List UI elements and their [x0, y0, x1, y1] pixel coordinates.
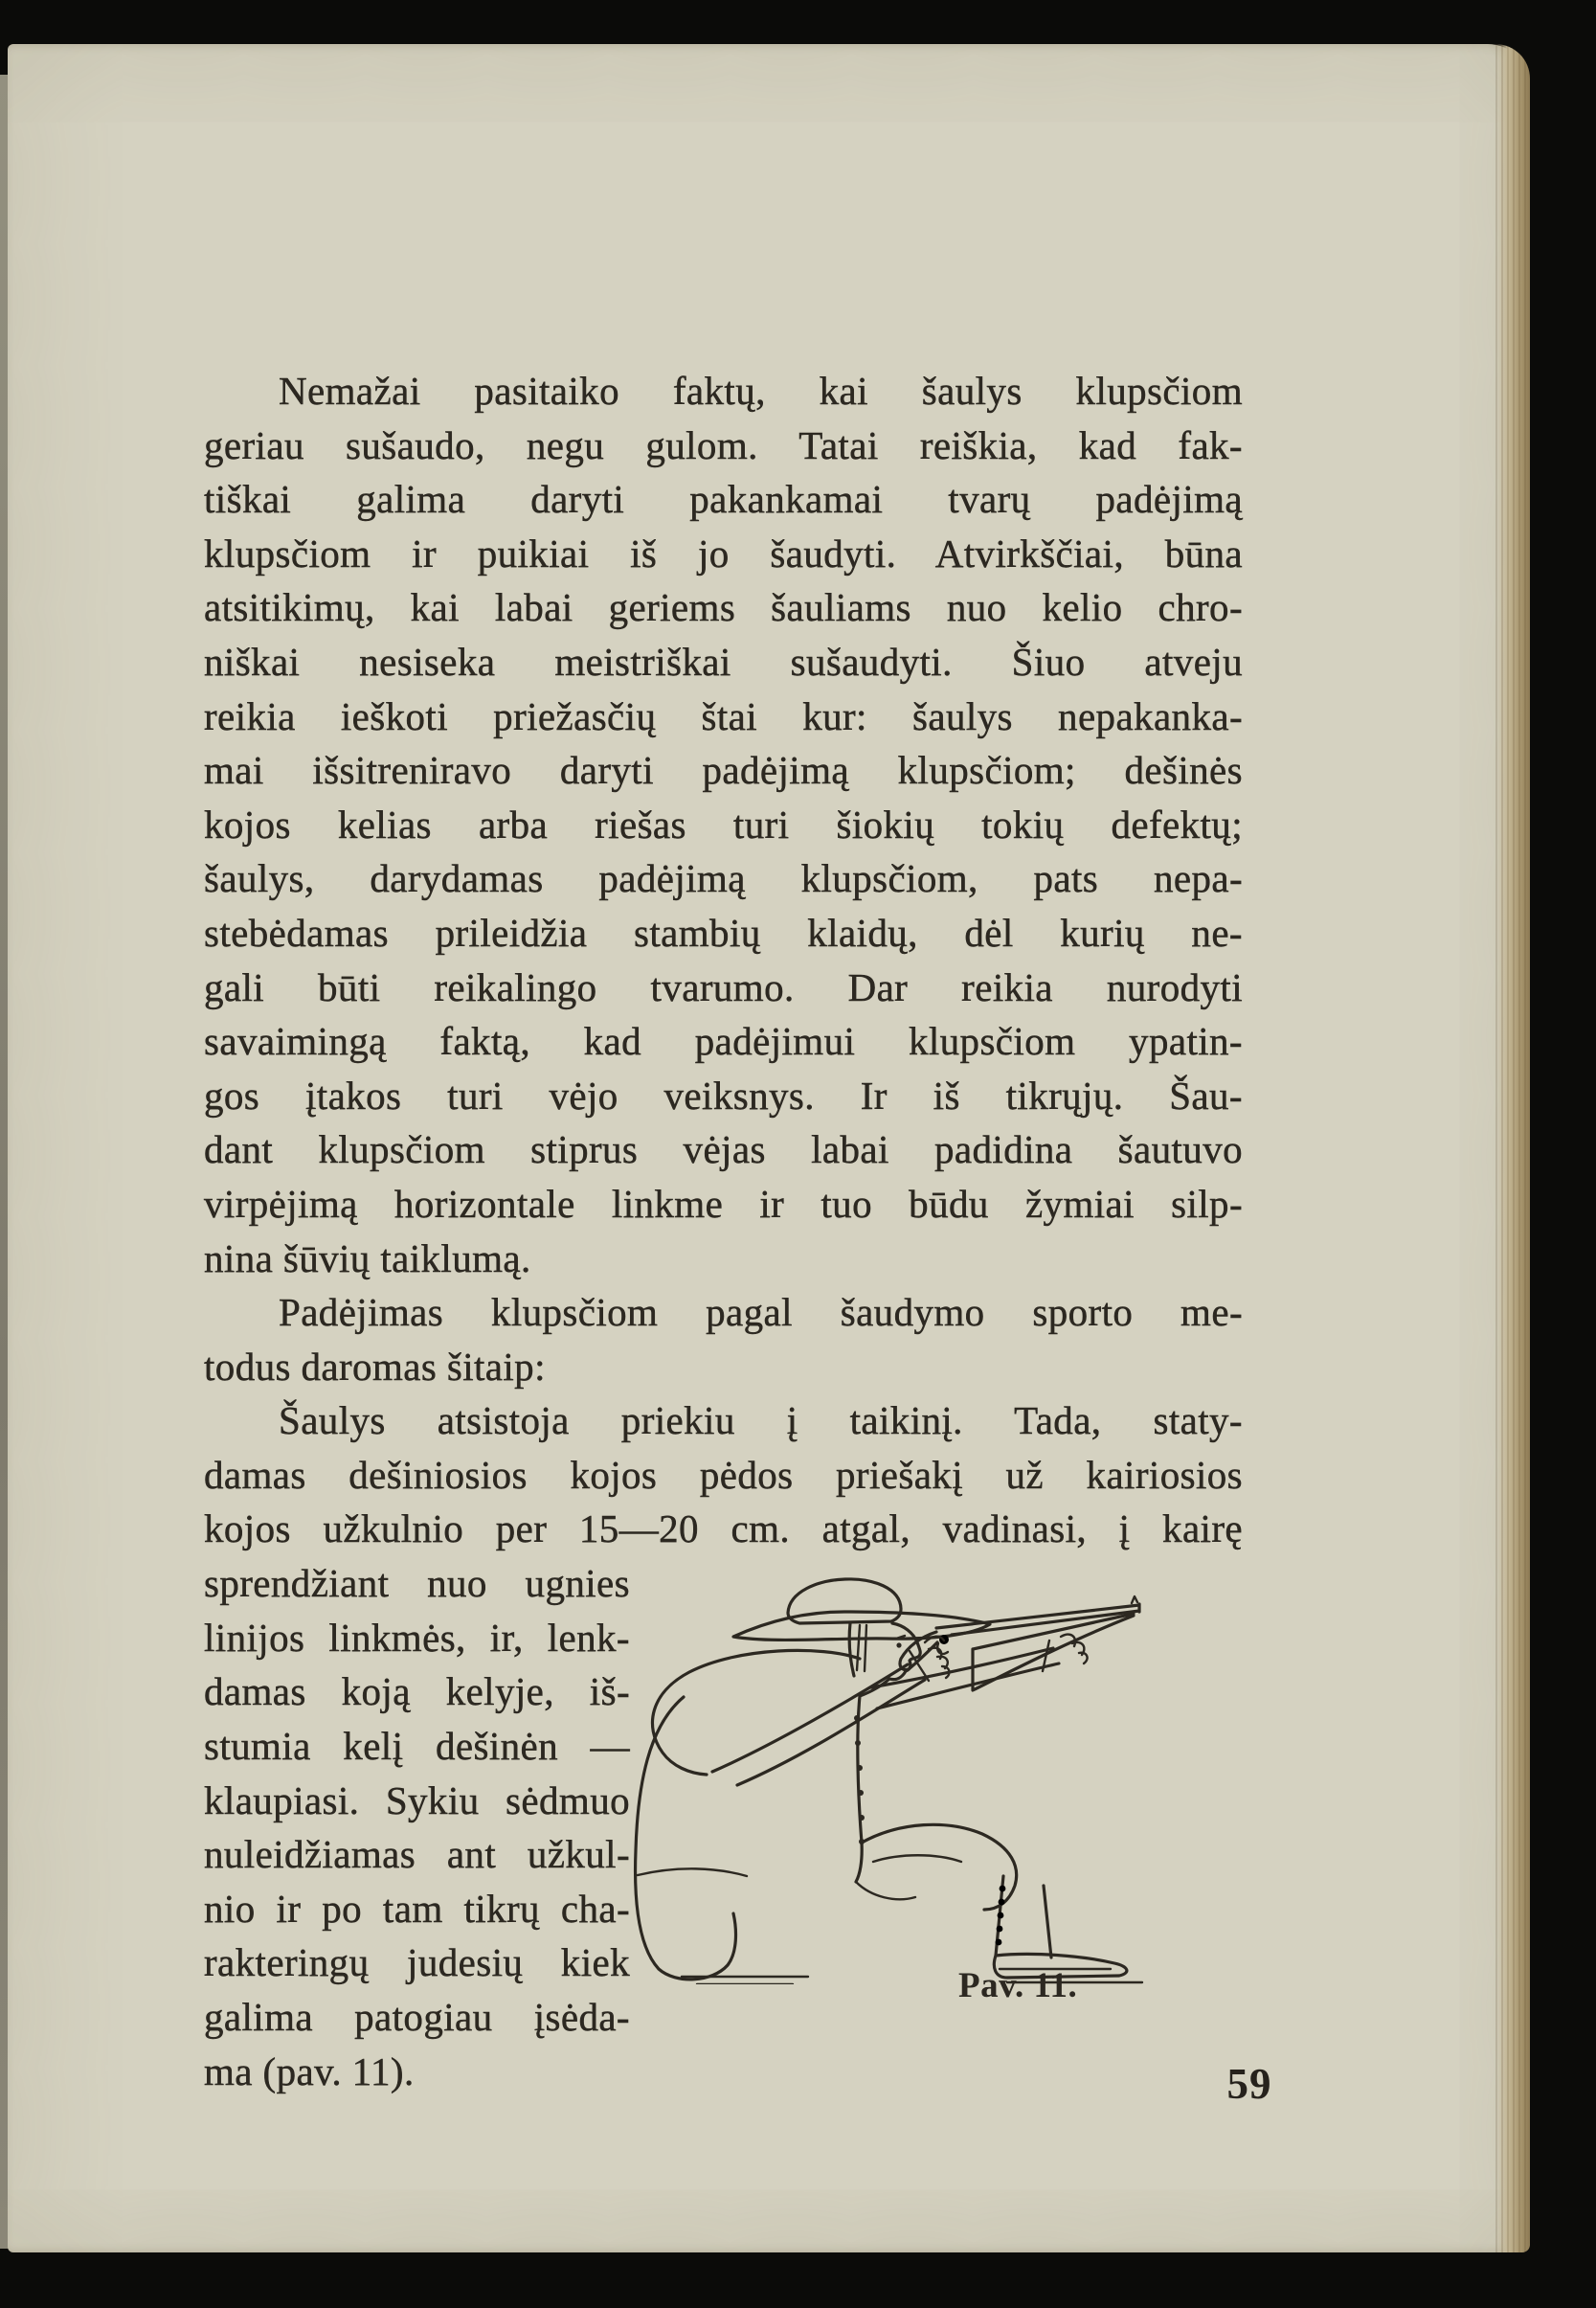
boot-lace-hook	[998, 1912, 1004, 1919]
jacket-front	[856, 1679, 889, 1882]
main-text-block	[204, 364, 1243, 1556]
chin-strap	[857, 1625, 866, 1671]
text-line: gali būti reikalingo tvarumo. Dar reikia nurodyti	[204, 964, 1243, 1009]
head-back	[849, 1623, 854, 1676]
text-line: kojos užkulnio per 15—20 cm. atgal, vadinasi, į kairę	[204, 1506, 1243, 1551]
text-line: nina šūvių taiklumą.	[204, 1235, 531, 1280]
leg-fold-crease	[638, 1868, 747, 1876]
text-line: tiškai galima daryti pakankamai tvarų padėjimą	[204, 477, 1243, 522]
boot-lace-hook	[1000, 1886, 1006, 1892]
button	[855, 1740, 861, 1746]
boot-lace-hook	[999, 1899, 1005, 1906]
hat-crown	[788, 1579, 901, 1623]
text-line: Šaulys atsistoja priekiu į taikinį. Tada, staty-	[279, 1398, 1243, 1443]
text-line: atsitikimų, kai labai geriems šauliams nuo kelio chro-	[204, 585, 1243, 630]
button	[858, 1790, 864, 1796]
boot-lace-hook	[996, 1939, 1002, 1946]
text-line: galima patogiau įsėda-	[204, 1994, 630, 2039]
left-hand-fingers	[1061, 1635, 1088, 1663]
page-number: 59	[1226, 2060, 1272, 2108]
text-line: virpėjimą horizontale linkme ir tuo būdu žymiai silp-	[204, 1181, 1243, 1226]
button	[859, 1815, 865, 1821]
text-line: dant klupsčiom stiprus vėjas labai padidina šautuvo	[204, 1127, 1243, 1172]
text-line: rakteringų judesių kiek	[204, 1940, 630, 1985]
text-line: nio ir po tam tikrų cha-	[204, 1886, 630, 1931]
kneeling-leg	[636, 1697, 736, 1980]
boot-lace-hook	[997, 1926, 1003, 1933]
text-line: klupsčiom ir puikiai iš jo šaudyti. Atvirkščiai, būna	[204, 531, 1243, 576]
body-text	[204, 364, 1243, 2093]
breeches-crease	[873, 1855, 961, 1862]
wrapped-text-column	[204, 1556, 630, 2098]
ground-hatch-left	[682, 1977, 808, 1984]
text-line: geriau sušaudo, negu gulom. Tatai reiškia, kad fak-	[204, 422, 1243, 467]
text-line: Padėjimas klupsčiom pagal šaudymo sporto me-	[279, 1290, 1243, 1335]
rifle-front-sight	[1132, 1596, 1137, 1603]
text-line: niškai nesiseka meistriškai sušaudyti. Šiuo atveju	[204, 639, 1243, 684]
text-line: šaulys, darydamas padėjimą klupsčiom, pats nepa-	[204, 856, 1243, 901]
kneeling-shooter-figure	[620, 1544, 1157, 1984]
button	[857, 1765, 863, 1771]
page-edge-stack	[1495, 44, 1530, 2252]
text-line: sprendžiant nuo ugnies	[204, 1561, 630, 1606]
text-line: Nemažai pasitaiko faktų, kai šaulys klupsčiom	[279, 369, 1243, 413]
text-line: kojos kelias arba riešas turi šiokių tokių defektų;	[204, 802, 1243, 847]
text-line: todus daromas šitaip:	[204, 1344, 546, 1389]
text-line: stebėdamas prileidžia stambių klaidų, dėl kurių ne-	[204, 910, 1243, 955]
text-line: damas dešiniosios kojos pėdos priešakį už kairiosios	[204, 1452, 1243, 1497]
figure-caption: Pav. 11.	[958, 1966, 1078, 2005]
text-line: nuleidžiamas ant užkul-	[204, 1832, 630, 1877]
button	[854, 1715, 860, 1721]
text-line: ma (pav. 11).	[204, 2048, 415, 2093]
text-line: reikia ieškoti priežasčių štai kur: šaulys nepakanka-	[204, 693, 1243, 738]
seat-curve	[856, 1882, 915, 1899]
text-line: klaupiasi. Sykiu sėdmuo	[204, 1777, 630, 1822]
text-line: mai išsitreniravo daryti padėjimą klupsčiom; dešinės	[204, 748, 1243, 793]
text-line: savaimingą faktą, kad padėjimui klupsčiom ypatin-	[204, 1019, 1243, 1064]
text-line: linijos linkmės, ir, lenk-	[204, 1615, 630, 1660]
text-line: gos įtakos turi vėjo veiksnys. Ir iš tikrųjų. Šau-	[204, 1073, 1243, 1118]
eye	[896, 1642, 901, 1647]
text-line: stumia kelį dešinėn —	[204, 1723, 630, 1768]
text-line: damas koją kelyje, iš-	[204, 1669, 630, 1714]
book-page	[8, 44, 1530, 2252]
